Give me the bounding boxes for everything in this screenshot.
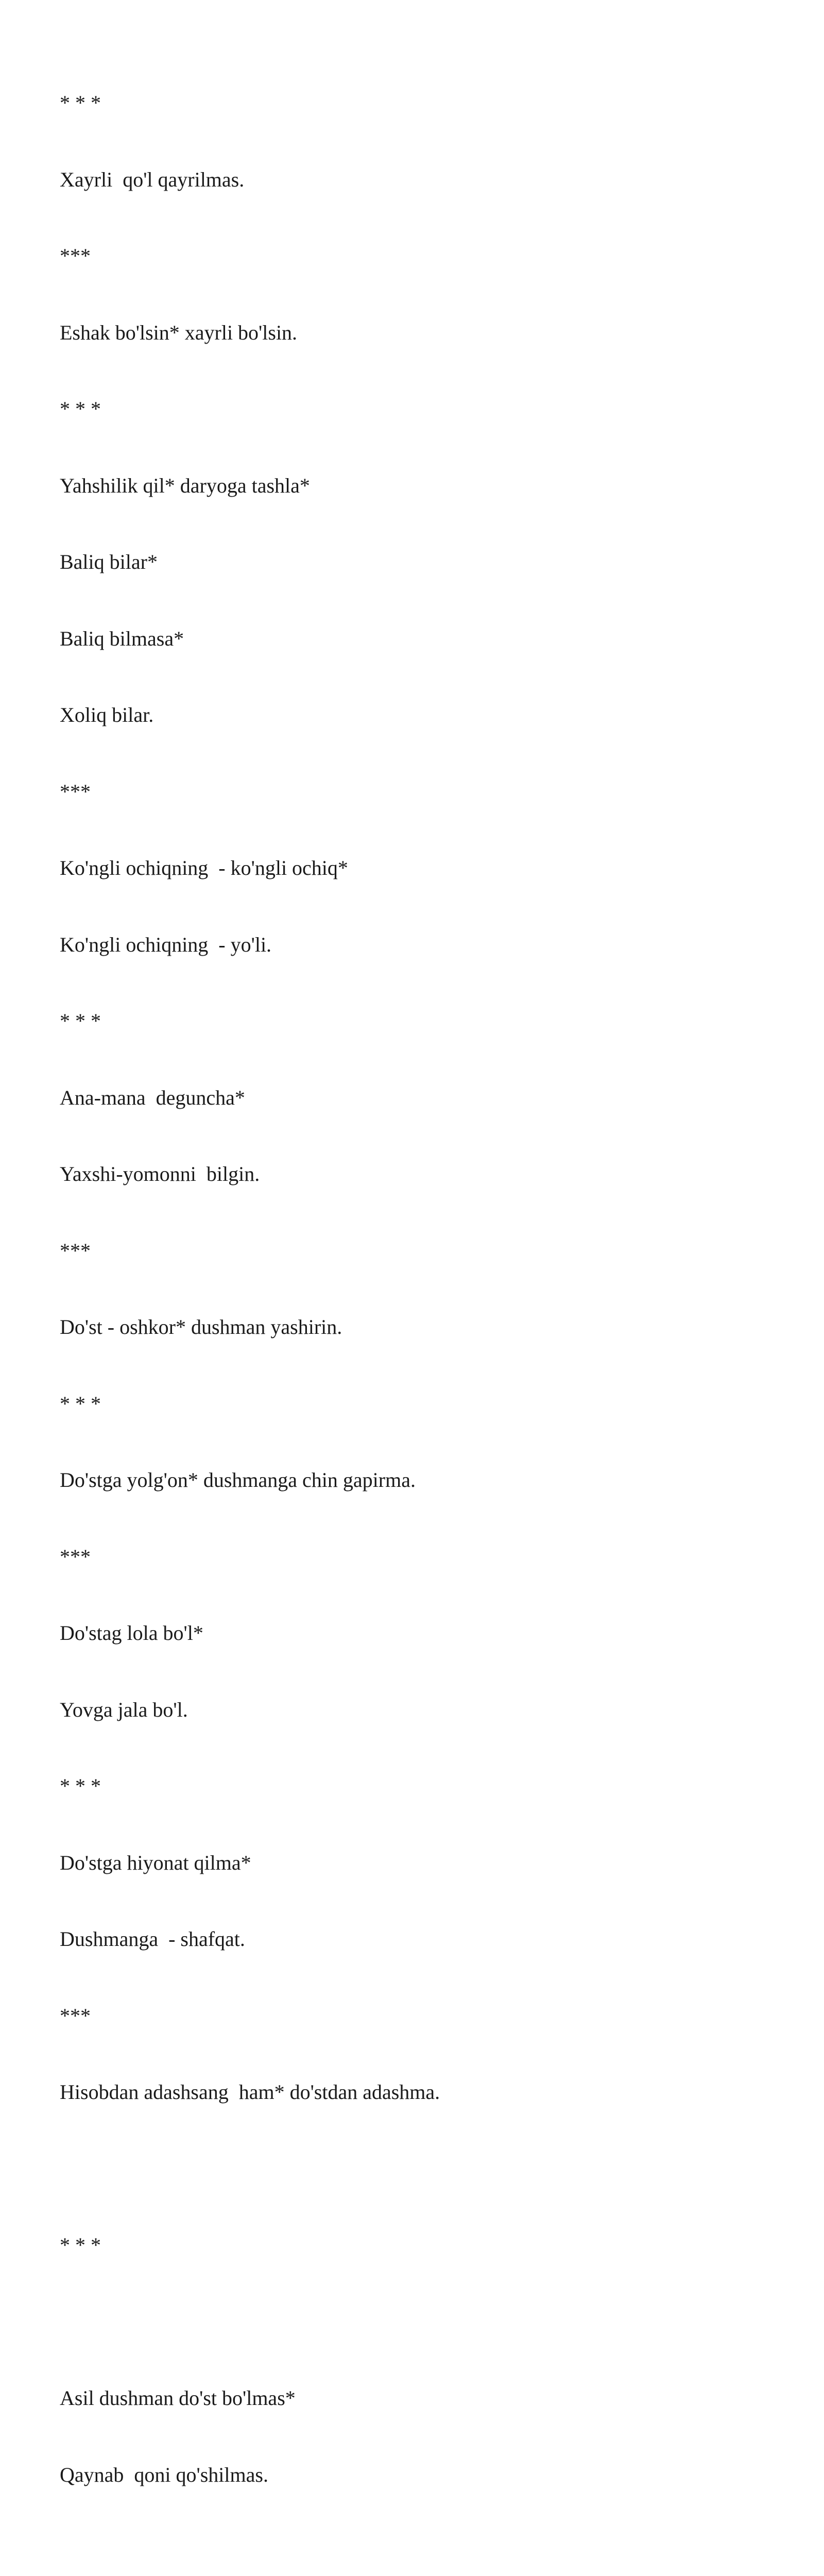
proverbs-text: [60, 39, 770, 2576]
text-line: Dushmanga - shafqat.: [60, 1927, 245, 1951]
text-line: Eshak bo'lsin* xayrli bo'lsin.: [60, 320, 298, 344]
text-line: Do'st - oshkor* dushman yashirin.: [60, 1315, 342, 1338]
text-line: Do'stga yolg'on* dushmanga chin gapirma.: [60, 1468, 416, 1492]
blank-line: [60, 2156, 770, 2182]
blank-line: [60, 2309, 770, 2335]
text-line: Yahshilik qil* daryoga tashla*: [60, 473, 310, 497]
separator: ***: [60, 779, 91, 803]
blank-line: [60, 2538, 770, 2564]
separator: * * *: [60, 1009, 101, 1032]
text-line: Do'stga hiyonat qilma*: [60, 1851, 251, 1874]
separator: * * *: [60, 2233, 101, 2257]
text-line: Ko'ngli ochiqning - yo'li.: [60, 933, 272, 956]
separator: ***: [60, 2004, 91, 2027]
separator: ***: [60, 1239, 91, 1262]
text-line: Asil dushman do'st bo'lmas*: [60, 2386, 296, 2410]
text-line: Baliq bilar*: [60, 550, 158, 573]
separator: ***: [60, 1545, 91, 1568]
text-line: Baliq bilmasa*: [60, 626, 184, 650]
text-line: Qaynab qoni qo'shilmas.: [60, 2463, 268, 2486]
text-line: Ana-mana deguncha*: [60, 1086, 245, 1109]
text-line: Hisobdan adashsang ham* do'stdan adashma.: [60, 2080, 440, 2104]
separator: * * *: [60, 1392, 101, 1415]
separator: ***: [60, 244, 91, 267]
text-line: Do'stag lola bo'l*: [60, 1621, 203, 1645]
text-line: Xayrli qo'l qayrilmas.: [60, 167, 245, 191]
text-line: Yovga jala bo'l.: [60, 1698, 188, 1721]
text-line: Xoliq bilar.: [60, 703, 154, 726]
text-line: Yaxshi-yomonni bilgin.: [60, 1162, 260, 1185]
separator: * * *: [60, 91, 101, 114]
separator: * * *: [60, 1774, 101, 1798]
separator: * * *: [60, 397, 101, 420]
text-line: Ko'ngli ochiqning - ko'ngli ochiq*: [60, 856, 348, 879]
